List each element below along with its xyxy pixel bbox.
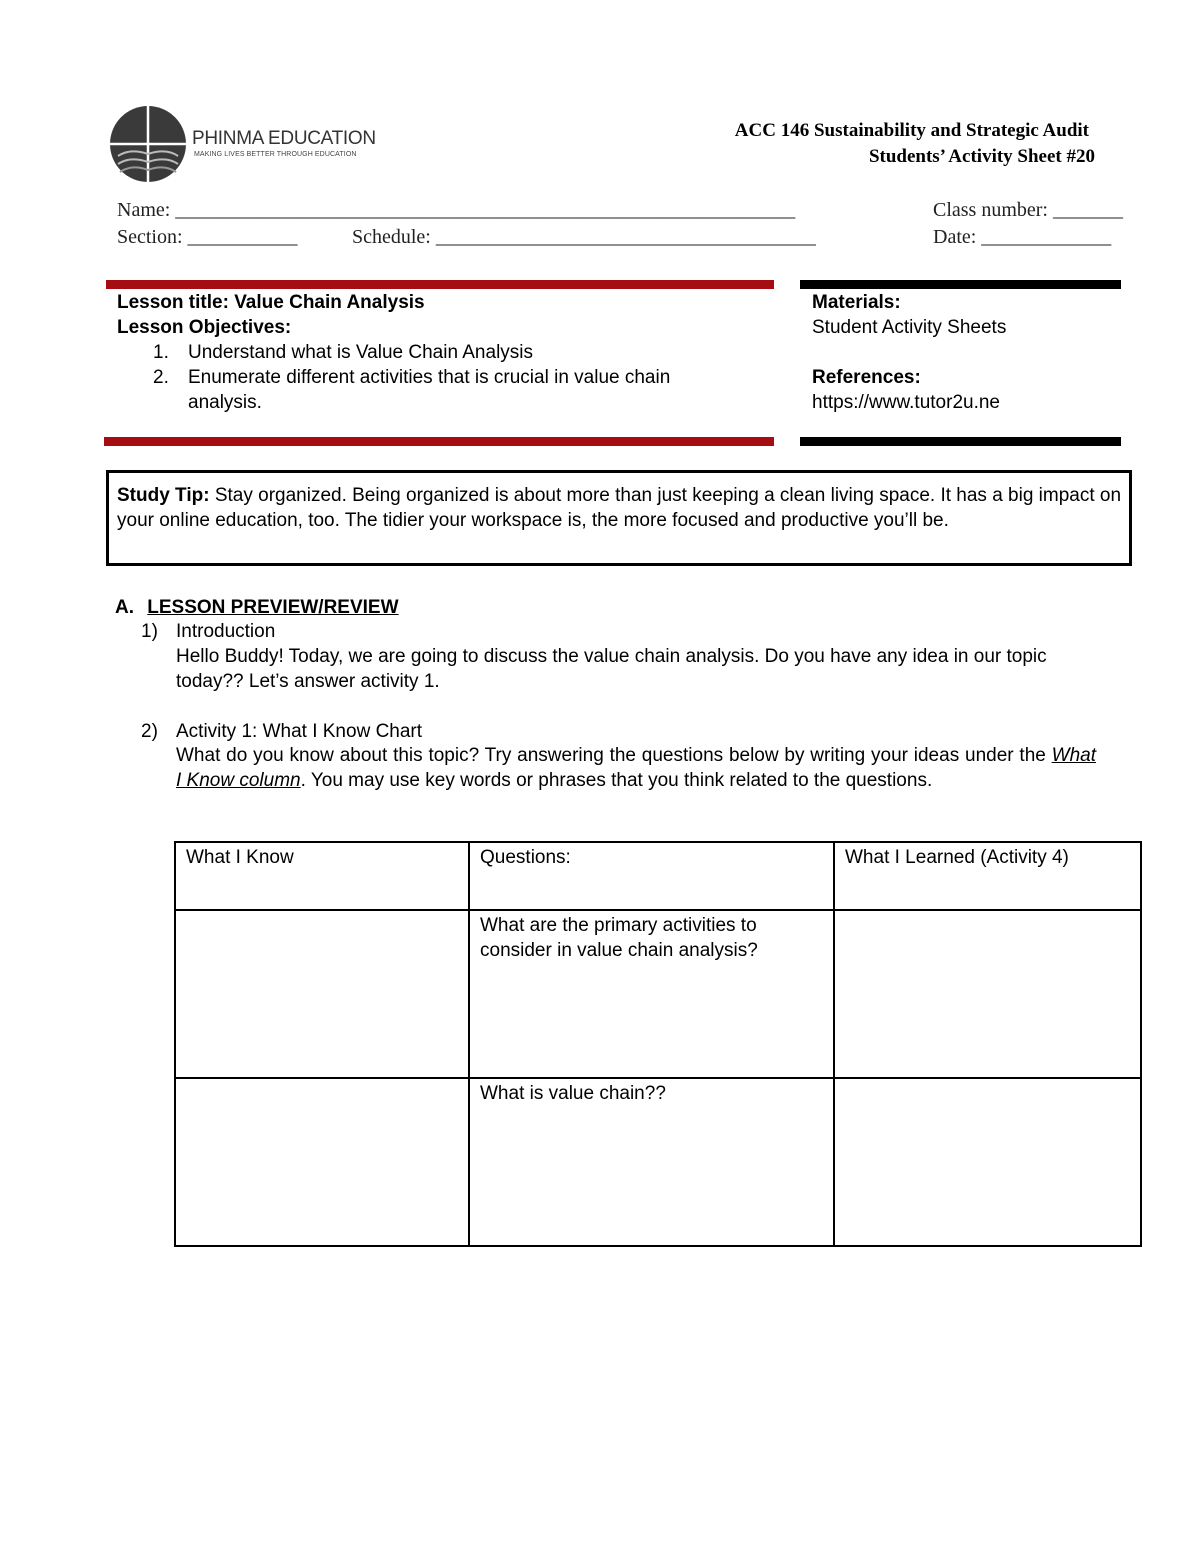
question-cell: What is value chain?? [469,1078,834,1246]
study-tip-text: Stay organized. Being organized is about more than just keeping a clean living space. It has a big impact on your online education, too. The tidier your workspace is, the more focused and productive you’ll be. [117,485,1122,531]
what-i-know-answer-cell[interactable] [175,910,469,1078]
section-a-heading: A. LESSON PREVIEW/REVIEW [115,597,399,618]
what-i-know-answer-cell[interactable] [175,1078,469,1246]
sheet-title: Students’ Activity Sheet #20 [868,146,1095,167]
materials-value: Student Activity Sheets [812,317,1007,338]
study-tip [117,483,1129,533]
question-cell: What are the primary activities to consider in value chain analysis? [469,910,834,1078]
lesson-info [117,290,767,415]
activity-number: 2) [141,721,158,742]
lesson-top-divider [106,280,774,289]
materials-label: Materials: [812,292,901,313]
intro-text: Hello Buddy! Today, we are going to discuss the value chain analysis. Do you have any idea in our topic today?? Let’s answer activity 1. [176,646,1047,692]
table-row [175,1078,1141,1246]
study-tip-label: Study Tip: [117,485,210,506]
materials-bottom-divider [800,437,1121,446]
what-i-know-column-ref: What I Know column [176,745,1096,791]
header-questions: Questions: [469,842,834,910]
schedule-field[interactable]: Schedule: ______________________________________ [352,226,816,248]
logo-tagline: MAKING LIVES BETTER THROUGH EDUCATION [194,151,357,158]
course-title: ACC 146 Sustainability and Strategic Audit [734,120,1089,141]
section-field[interactable]: Section: ___________ [117,226,298,248]
references-link[interactable]: https://www.tutor2u.ne [812,392,1000,413]
what-i-know-chart [174,841,1142,1247]
name-field[interactable]: Name: ______________________________________________________________ [117,199,796,221]
objectives-label: Lesson Objectives: [117,317,292,338]
what-i-learned-answer-cell[interactable] [834,910,1141,1078]
intro-number: 1) [141,621,158,642]
objective-item: 1. Understand what is Value Chain Analysis [153,342,534,363]
table-header-row [175,842,1141,910]
intro-title: Introduction [176,621,276,642]
logo-name: PHINMA EDUCATION [192,128,376,149]
what-i-learned-answer-cell[interactable] [834,1078,1141,1246]
materials-top-divider [800,280,1121,289]
header-what-i-know: What I Know [175,842,469,910]
objective-continuation: analysis. [188,392,262,413]
materials-info [812,290,1112,415]
class-number-field[interactable]: Class number: _______ [933,199,1123,221]
date-field[interactable]: Date: _____________ [933,226,1112,248]
header-what-i-learned: What I Learned (Activity 4) [834,842,1141,910]
references-label: References: [812,367,921,388]
activity-text: What do you know about this topic? Try answering the questions below by writing your ideas under the What I Know column. You may use key words or phrases that you think related to the questions. [176,745,1096,791]
lesson-title: Lesson title: Value Chain Analysis [117,292,425,313]
activity-title: Activity 1: What I Know Chart [176,721,423,742]
lesson-bottom-divider [104,437,774,446]
table-row [175,910,1141,1078]
objective-item: 2. Enumerate different activities that is crucial in value chain [153,367,671,388]
